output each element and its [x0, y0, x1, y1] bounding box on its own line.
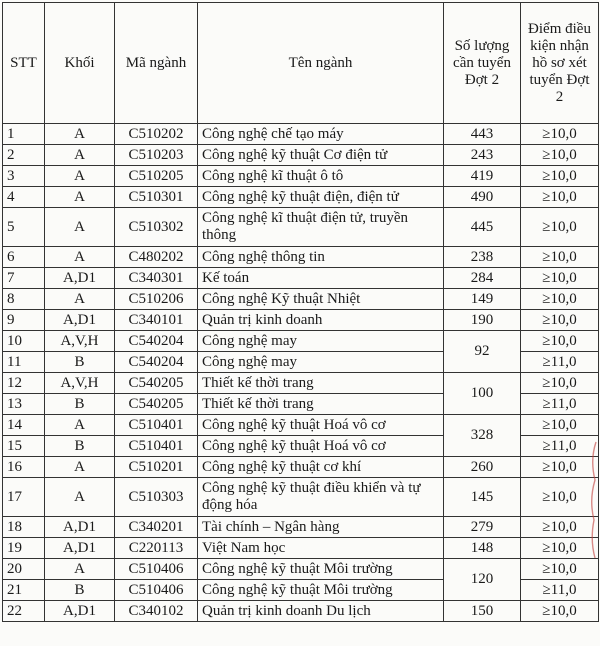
- cell-ma: C340201: [115, 517, 198, 538]
- cell-ma: C510303: [115, 478, 198, 517]
- cell-ma: C510202: [115, 124, 198, 145]
- cell-ma: C340101: [115, 310, 198, 331]
- cell-diem: ≥10,0: [521, 208, 599, 247]
- header-so-luong: Số lượng cần tuyển Đợt 2: [444, 3, 521, 124]
- cell-ma: C340102: [115, 601, 198, 622]
- cell-ten: Công nghệ may: [198, 331, 444, 352]
- table-row: [3, 331, 599, 352]
- cell-khoi: A: [45, 124, 115, 145]
- cell-diem: ≥10,0: [521, 187, 599, 208]
- cell-stt: 15: [3, 436, 45, 457]
- cell-sl: 238: [444, 247, 521, 268]
- cell-stt: 12: [3, 373, 45, 394]
- header-stt: STT: [3, 3, 45, 124]
- cell-khoi: A,V,H: [45, 373, 115, 394]
- cell-diem: ≥11,0: [521, 580, 599, 601]
- cell-stt: 3: [3, 166, 45, 187]
- cell-khoi: A: [45, 247, 115, 268]
- cell-ten: Công nghệ kỹ thuật điều khiển và tự động hóa: [198, 478, 444, 517]
- cell-sl: 145: [444, 478, 521, 517]
- cell-ma: C540205: [115, 373, 198, 394]
- cell-stt: 19: [3, 538, 45, 559]
- cell-diem: ≥10,0: [521, 538, 599, 559]
- cell-diem: ≥10,0: [521, 517, 599, 538]
- cell-diem: ≥10,0: [521, 478, 599, 517]
- cell-ten: Công nghệ kỹ thuật Hoá vô cơ: [198, 436, 444, 457]
- cell-diem: ≥10,0: [521, 289, 599, 310]
- cell-sl: 148: [444, 538, 521, 559]
- cell-khoi: A: [45, 208, 115, 247]
- cell-ten: Công nghệ kĩ thuật điện tử, truyền thông: [198, 208, 444, 247]
- cell-ten: Việt Nam học: [198, 538, 444, 559]
- cell-sl: 279: [444, 517, 521, 538]
- cell-khoi: A: [45, 478, 115, 517]
- cell-ten: Tài chính – Ngân hàng: [198, 517, 444, 538]
- cell-diem: ≥11,0: [521, 436, 599, 457]
- cell-sl: 150: [444, 601, 521, 622]
- table-row: [3, 208, 599, 247]
- cell-ten: Quản trị kinh doanh: [198, 310, 444, 331]
- cell-diem: ≥11,0: [521, 394, 599, 415]
- cell-diem: ≥10,0: [521, 124, 599, 145]
- cell-sl: 100: [444, 373, 521, 415]
- cell-stt: 4: [3, 187, 45, 208]
- cell-ten: Công nghệ thông tin: [198, 247, 444, 268]
- cell-sl: 419: [444, 166, 521, 187]
- cell-stt: 21: [3, 580, 45, 601]
- cell-khoi: A: [45, 187, 115, 208]
- cell-diem: ≥10,0: [521, 145, 599, 166]
- cell-stt: 13: [3, 394, 45, 415]
- table-row: [3, 559, 599, 580]
- cell-khoi: B: [45, 580, 115, 601]
- cell-diem: ≥10,0: [521, 247, 599, 268]
- cell-ma: C510401: [115, 436, 198, 457]
- cell-ma: C480202: [115, 247, 198, 268]
- cell-sl: 190: [444, 310, 521, 331]
- cell-ma: C510406: [115, 559, 198, 580]
- cell-ten: Công nghệ Kỹ thuật Nhiệt: [198, 289, 444, 310]
- cell-stt: 17: [3, 478, 45, 517]
- cell-sl: 243: [444, 145, 521, 166]
- cell-diem: ≥10,0: [521, 559, 599, 580]
- table-row: [3, 538, 599, 559]
- table-row: [3, 145, 599, 166]
- cell-sl: 92: [444, 331, 521, 373]
- cell-khoi: A,D1: [45, 310, 115, 331]
- cell-diem: ≥10,0: [521, 457, 599, 478]
- cell-sl: 328: [444, 415, 521, 457]
- table-row: [3, 310, 599, 331]
- cell-diem: ≥10,0: [521, 331, 599, 352]
- cell-khoi: A,D1: [45, 517, 115, 538]
- cell-ten: Quản trị kinh doanh Du lịch: [198, 601, 444, 622]
- cell-khoi: B: [45, 436, 115, 457]
- cell-ma: C540204: [115, 331, 198, 352]
- table-row: [3, 166, 599, 187]
- cell-diem: ≥10,0: [521, 268, 599, 289]
- cell-stt: 9: [3, 310, 45, 331]
- cell-ma: C510406: [115, 580, 198, 601]
- cell-khoi: A,V,H: [45, 331, 115, 352]
- cell-stt: 7: [3, 268, 45, 289]
- cell-sl: 260: [444, 457, 521, 478]
- table-row: [3, 247, 599, 268]
- cell-ten: Công nghệ kỹ thuật Hoá vô cơ: [198, 415, 444, 436]
- cell-khoi: A: [45, 166, 115, 187]
- cell-stt: 16: [3, 457, 45, 478]
- cell-stt: 22: [3, 601, 45, 622]
- cell-ma: C510201: [115, 457, 198, 478]
- cell-ten: Công nghệ may: [198, 352, 444, 373]
- cell-ten: Thiết kế thời trang: [198, 394, 444, 415]
- cell-ten: Thiết kế thời trang: [198, 373, 444, 394]
- table-row: [3, 373, 599, 394]
- stamp-mark: [592, 442, 596, 558]
- header-ten-nganh: Tên ngành: [198, 3, 444, 124]
- cell-khoi: A: [45, 145, 115, 166]
- cell-stt: 14: [3, 415, 45, 436]
- admission-table: [2, 2, 599, 622]
- table-row: [3, 478, 599, 517]
- cell-ma: C510206: [115, 289, 198, 310]
- cell-diem: ≥10,0: [521, 373, 599, 394]
- table-row: [3, 289, 599, 310]
- table-row: [3, 187, 599, 208]
- cell-khoi: A: [45, 415, 115, 436]
- cell-diem: ≥10,0: [521, 601, 599, 622]
- header-ma-nganh: Mã ngành: [115, 3, 198, 124]
- cell-ten: Công nghệ chế tạo máy: [198, 124, 444, 145]
- cell-sl: 284: [444, 268, 521, 289]
- cell-ma: C540204: [115, 352, 198, 373]
- cell-ten: Công nghệ kỹ thuật điện, điện tử: [198, 187, 444, 208]
- cell-ten: Công nghệ kỹ thuật cơ khí: [198, 457, 444, 478]
- cell-sl: 149: [444, 289, 521, 310]
- cell-khoi: B: [45, 352, 115, 373]
- cell-stt: 1: [3, 124, 45, 145]
- stamp-marks: [586, 440, 600, 560]
- header-khoi: Khối: [45, 3, 115, 124]
- cell-ma: C340301: [115, 268, 198, 289]
- cell-ma: C510203: [115, 145, 198, 166]
- table-row: [3, 268, 599, 289]
- table-row: [3, 517, 599, 538]
- cell-sl: 445: [444, 208, 521, 247]
- cell-stt: 20: [3, 559, 45, 580]
- cell-stt: 5: [3, 208, 45, 247]
- cell-ten: Công nghệ kĩ thuật ô tô: [198, 166, 444, 187]
- cell-khoi: A,D1: [45, 538, 115, 559]
- table-row: [3, 457, 599, 478]
- cell-ma: C220113: [115, 538, 198, 559]
- cell-ma: C510401: [115, 415, 198, 436]
- cell-khoi: A,D1: [45, 601, 115, 622]
- cell-diem: ≥10,0: [521, 415, 599, 436]
- table-row: [3, 415, 599, 436]
- cell-ten: Công nghệ kỹ thuật Cơ điện tử: [198, 145, 444, 166]
- cell-khoi: B: [45, 394, 115, 415]
- cell-khoi: A: [45, 457, 115, 478]
- cell-sl: 490: [444, 187, 521, 208]
- cell-ten: Kế toán: [198, 268, 444, 289]
- cell-stt: 10: [3, 331, 45, 352]
- cell-khoi: A: [45, 289, 115, 310]
- cell-diem: ≥10,0: [521, 166, 599, 187]
- cell-khoi: A: [45, 559, 115, 580]
- cell-sl: 443: [444, 124, 521, 145]
- cell-stt: 11: [3, 352, 45, 373]
- header-row: [3, 3, 599, 124]
- cell-khoi: A,D1: [45, 268, 115, 289]
- cell-ma: C510205: [115, 166, 198, 187]
- table-row: [3, 601, 599, 622]
- cell-stt: 2: [3, 145, 45, 166]
- cell-ten: Công nghệ kỹ thuật Môi trường: [198, 580, 444, 601]
- cell-sl: 120: [444, 559, 521, 601]
- cell-ma: C510302: [115, 208, 198, 247]
- header-diem: Điểm điều kiện nhận hồ sơ xét tuyển Đợt 2: [521, 3, 599, 124]
- cell-stt: 8: [3, 289, 45, 310]
- cell-diem: ≥10,0: [521, 310, 599, 331]
- table-row: [3, 124, 599, 145]
- cell-stt: 18: [3, 517, 45, 538]
- cell-ma: C540205: [115, 394, 198, 415]
- cell-ten: Công nghệ kỹ thuật Môi trường: [198, 559, 444, 580]
- cell-diem: ≥11,0: [521, 352, 599, 373]
- cell-ma: C510301: [115, 187, 198, 208]
- cell-stt: 6: [3, 247, 45, 268]
